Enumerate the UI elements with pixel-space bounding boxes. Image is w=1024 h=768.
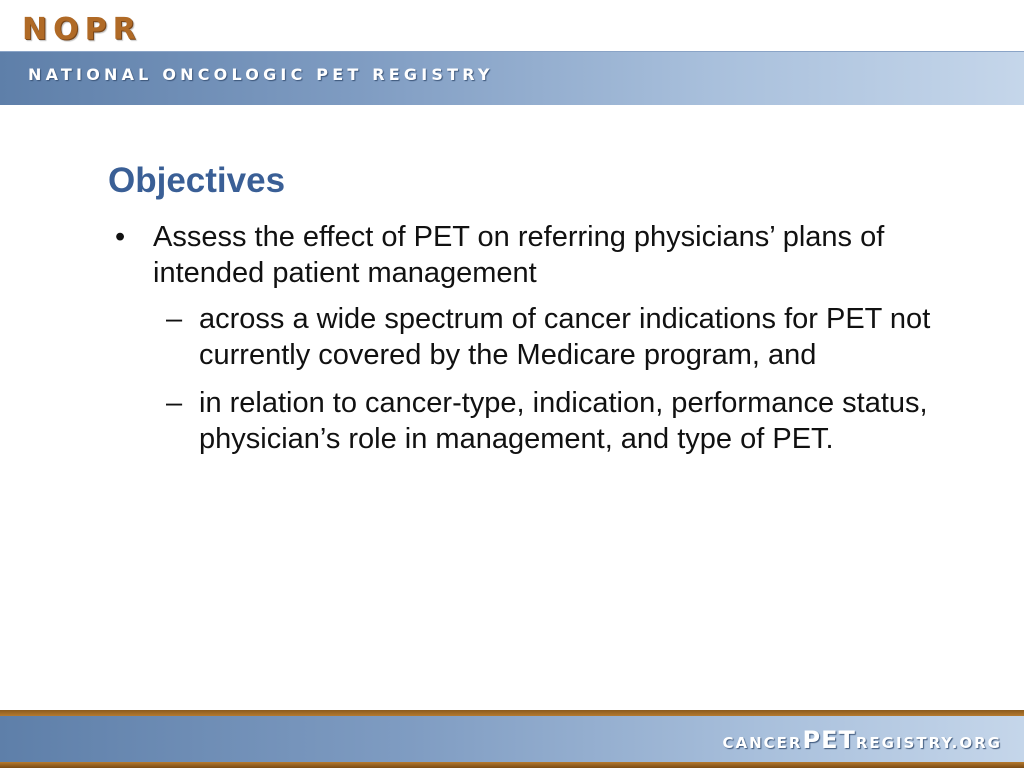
header-band: [0, 51, 1024, 105]
sub-bullet-text: across a wide spectrum of cancer indications for PET not currently covered by the Medicare program, and: [199, 303, 931, 371]
footer-url-registry: REGISTRY.ORG: [855, 734, 1002, 752]
sub-bullet-marker: –: [166, 303, 183, 335]
sub-bullet-marker: –: [166, 387, 183, 419]
footer-url-pet: PET: [802, 726, 856, 754]
footer-top-rule: [0, 710, 1024, 716]
footer-bottom-rule: [0, 762, 1024, 768]
sub-bullet-item: [113, 385, 993, 457]
footer-url-cancer: CANCER: [722, 734, 803, 752]
slide-body: [113, 219, 993, 469]
footer-url: [723, 726, 1003, 757]
nopr-logo: NOPR: [22, 12, 142, 47]
bullet-text: Assess the effect of PET on referring physicians’ plans of intended patient management: [153, 221, 885, 289]
slide-title: Objectives: [108, 161, 286, 200]
bullet-marker: •: [115, 221, 126, 253]
registry-name: NATIONAL ONCOLOGIC PET REGISTRY: [28, 65, 494, 84]
bullet-item: [113, 219, 993, 291]
sub-bullet-text: in relation to cancer-type, indication, performance status, physician’s role in management, and type of PET.: [199, 387, 928, 455]
sub-bullet-item: [113, 301, 993, 373]
